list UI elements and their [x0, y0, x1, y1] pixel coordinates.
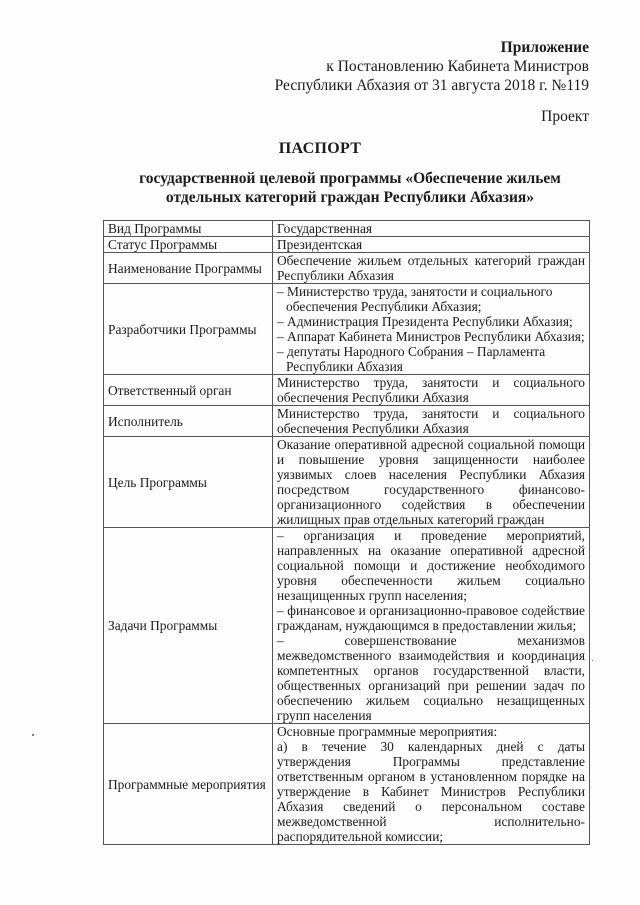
appendix-reference-line: к Постановлению Кабинета Министров — [326, 58, 589, 75]
row-value: Президентская — [273, 237, 590, 253]
list-item: – Аппарат Кабинета Министров Республики Абхазия; — [277, 329, 585, 344]
page-title: ПАСПОРТ — [278, 140, 362, 157]
row-label: Исполнитель — [104, 406, 273, 437]
row-label: Вид Программы — [104, 221, 273, 237]
row-value: Оказание оперативной адресной социальной помощи и повышение уровня защищенности наиболее уязвимых слоев населения Республики Абхазия посредством государственного финансово-организационного содействия в обеспечении жилищных прав отдельных категорий граждан — [273, 437, 590, 528]
list-item: а) в течение 30 календарных дней с даты утверждения Программы представление ответственным органом в установленном порядке на утверждение в Кабинет Министров Республики Абхазия сведений о персональном составе межведомственной исполнительно-распорядительной комиссии; — [277, 739, 585, 844]
table-row — [104, 284, 590, 375]
list-item: Основные программные мероприятия: — [277, 724, 498, 739]
table-row — [104, 375, 590, 406]
subtitle-line-2: отдельных категорий граждан Республики Абхазия» — [165, 189, 535, 206]
appendix-header — [275, 38, 589, 95]
row-label: Наименование Программы — [104, 253, 273, 284]
passport-table — [103, 220, 590, 845]
appendix-date-line: Республики Абхазия от 31 августа 2018 г. №119 — [274, 77, 589, 94]
row-label: Ответственный орган — [104, 375, 273, 406]
row-value-list — [273, 284, 590, 375]
list-item: – совершенствование механизмов межведомственного взаимодействия и координация компетентных органов государственной власти, общественных организаций при решении задач по обеспечению жильем социально незащищенных групп населения — [277, 633, 585, 723]
row-value: Министерство труда, занятости и социального обеспечения Республики Абхазия — [273, 375, 590, 406]
table-row — [104, 724, 590, 845]
page-subtitle — [110, 169, 590, 207]
subtitle-line-1: государственной целевой программы «Обеспечение жильем — [139, 170, 561, 187]
table-row — [104, 406, 590, 437]
row-value: Государственная — [273, 221, 590, 237]
scan-speck — [592, 660, 593, 661]
draft-label: Проект — [541, 108, 589, 125]
list-item: – организация и проведение мероприятий, направленных на оказание оперативной адресной социальной помощи и достижение необходимого уровня обеспеченности жильем социально незащищенных групп населения; — [277, 528, 585, 603]
row-value-list — [273, 724, 590, 845]
appendix-label: Приложение — [500, 39, 589, 56]
table-row — [104, 237, 590, 253]
table-row — [104, 253, 590, 284]
row-label: Цель Программы — [104, 437, 273, 528]
row-value-list — [273, 528, 590, 724]
scan-speck — [32, 734, 34, 736]
row-value: Министерство труда, занятости и социального обеспечения Республики Абхазия — [273, 406, 590, 437]
table-row — [104, 437, 590, 528]
list-item: – Администрация Президента Республики Абхазия; — [277, 314, 573, 329]
row-label: Задачи Программы — [104, 528, 273, 724]
table-row — [104, 528, 590, 724]
row-label: Программные мероприятия — [104, 724, 273, 845]
list-item: – депутаты Народного Собрания – Парламента Республики Абхазия — [277, 344, 546, 374]
list-item: – Министерство труда, занятости и социального обеспечения Республики Абхазия; — [277, 284, 553, 314]
row-label: Статус Программы — [104, 237, 273, 253]
row-label: Разработчики Программы — [104, 284, 273, 375]
list-item: – финансовое и организационно-правовое содействие гражданам, нуждающимся в предоставлении жилья; — [277, 603, 585, 633]
row-value: Обеспечение жильем отдельных категорий граждан Республики Абхазия — [273, 253, 590, 284]
table-row — [104, 221, 590, 237]
